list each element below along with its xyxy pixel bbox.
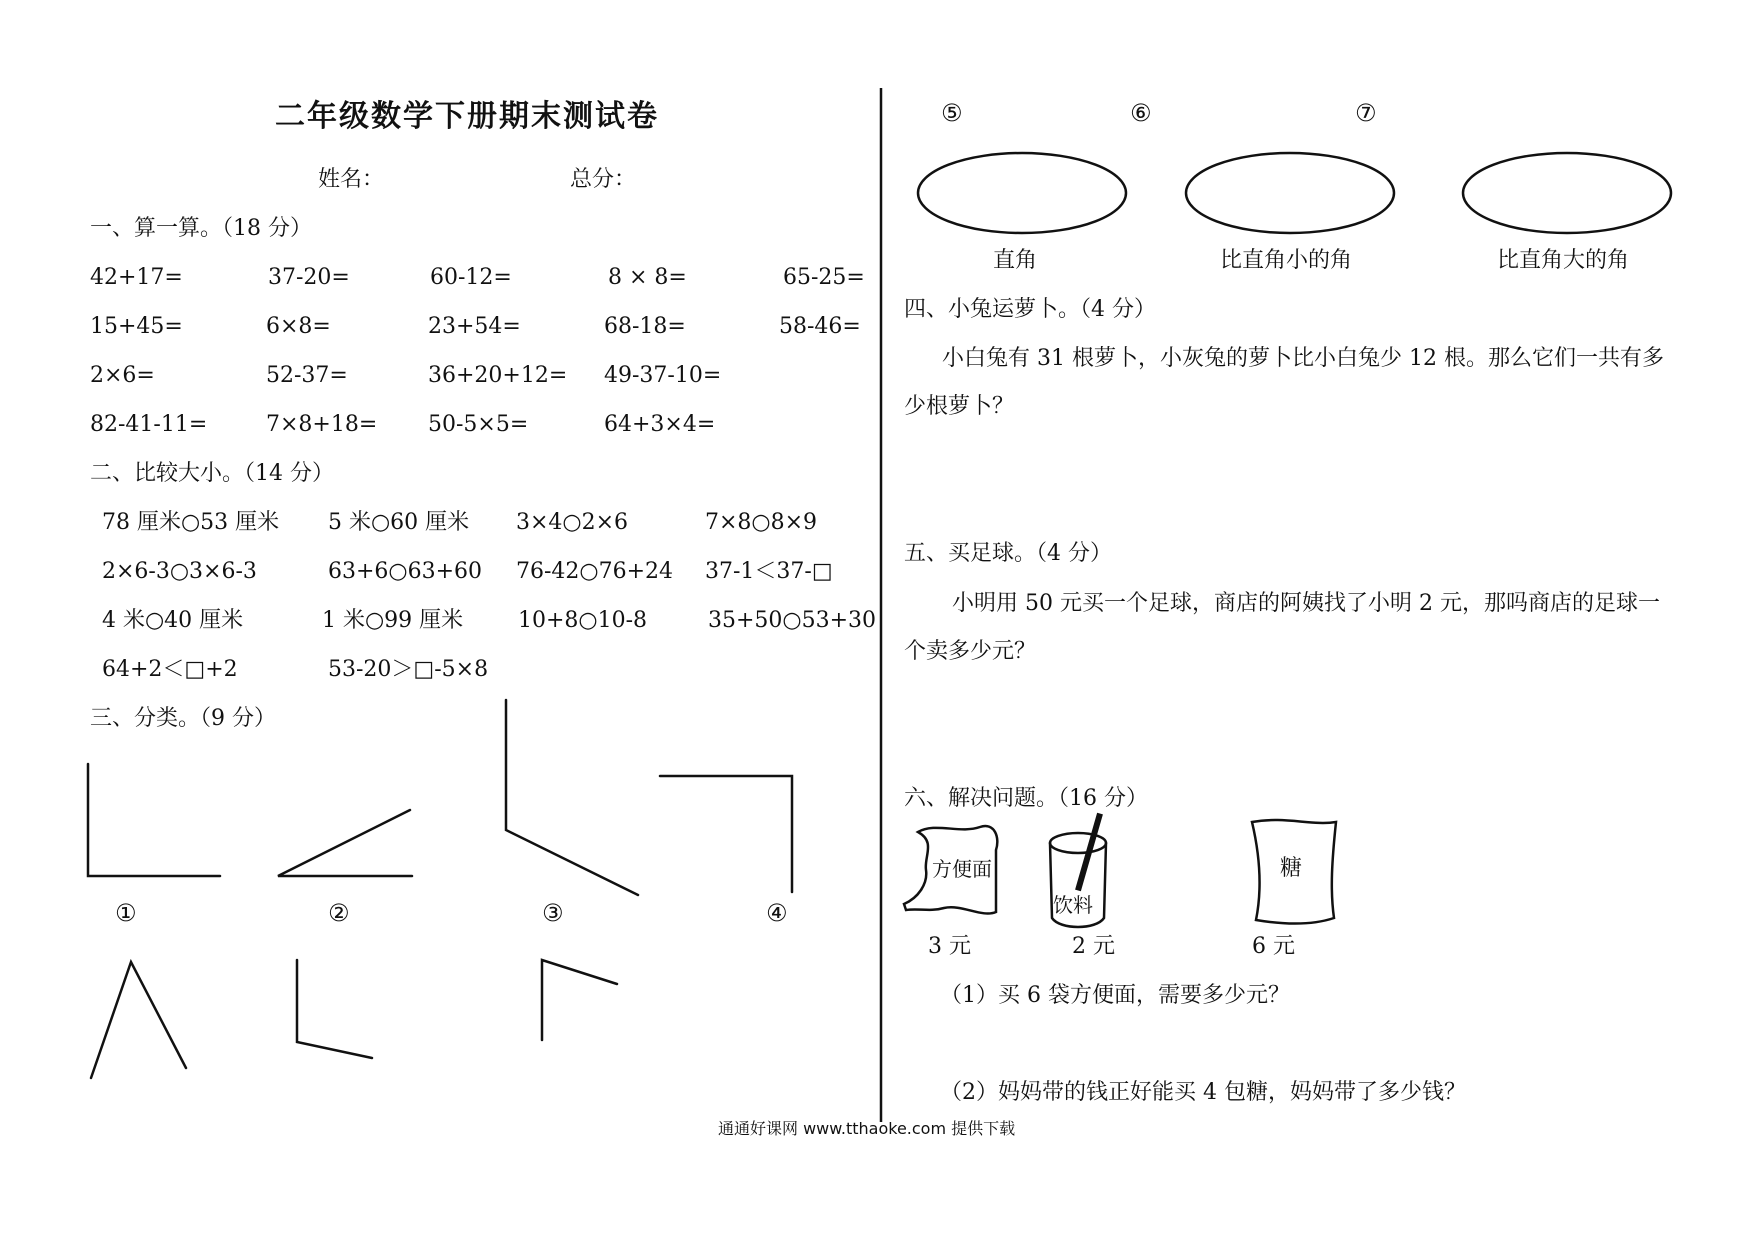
exercise: 82-41-11= — [90, 412, 208, 437]
comparison: 3×4○2×6 — [516, 510, 629, 535]
comparison: 1 米○99 厘米 — [322, 608, 464, 633]
exercise: 7×8+18= — [266, 412, 378, 437]
comparison: 78 厘米○53 厘米 — [102, 510, 280, 535]
name-label: 姓名： — [318, 167, 385, 192]
section4-heading: 四、小兔运萝卜。（4 分） — [904, 297, 1156, 322]
oval-right-angle — [918, 153, 1126, 233]
drink-cup-rim — [1050, 833, 1106, 853]
figure-label-3: ③ — [542, 899, 564, 927]
comparison: 7×8○8×9 — [705, 510, 818, 535]
figure-label-2: ② — [328, 899, 350, 927]
exercise: 8 × 8= — [608, 265, 687, 290]
exercise: 36+20+12= — [428, 363, 568, 388]
exercise: 65-25= — [783, 265, 865, 290]
exercise: 37-20= — [268, 265, 350, 290]
exercise: 52-37= — [266, 363, 348, 388]
figure-label-6: ⑥ — [1130, 99, 1152, 127]
comparison: 5 米○60 厘米 — [328, 510, 470, 535]
exercise: 42+17= — [90, 265, 183, 290]
angle-7-acute — [542, 960, 617, 1040]
drink-label: 饮料 — [1053, 893, 1093, 917]
exercise: 6×8= — [266, 314, 331, 339]
exercise: 50-5×5= — [428, 412, 529, 437]
exercise: 15+45= — [90, 314, 183, 339]
section3-heading: 三、分类。（9 分） — [90, 706, 276, 731]
figure-label-5: ⑤ — [941, 99, 963, 127]
figure-label-7: ⑦ — [1355, 99, 1377, 127]
angle-5-acute — [91, 962, 186, 1078]
candy-label: 糖 — [1280, 856, 1303, 881]
section5-problem: 小明用 50 元买一个足球，商店的阿姨找了小明 2 元，那吗商店的足球一个卖多少元？ — [904, 591, 1660, 664]
comparison: 2×6-3○3×6-3 — [102, 559, 257, 584]
comparison: 64+2＜□+2 — [102, 657, 238, 682]
comparison: 35+50○53+30 — [708, 608, 877, 633]
figure-label-1: ① — [115, 899, 137, 927]
exercise: 49-37-10= — [604, 363, 722, 388]
angle-6-obtuse — [297, 960, 372, 1058]
angle-2-acute — [278, 810, 412, 876]
comparison: 53-20＞□-5×8 — [328, 657, 489, 682]
oval-larger-angle — [1463, 153, 1671, 233]
exercise: 60-12= — [430, 265, 512, 290]
drink-price: 2 元 — [1072, 934, 1115, 959]
exercise: 2×6= — [90, 363, 155, 388]
noodle-label: 方便面 — [932, 857, 992, 881]
section6-heading: 六、解决问题。（16 分） — [904, 786, 1148, 811]
angle-4-right — [660, 776, 792, 892]
exercise: 64+3×4= — [604, 412, 716, 437]
question-2: （2）妈妈带的钱正好能买 4 包糖，妈妈带了多少钱？ — [940, 1080, 1466, 1105]
comparison: 4 米○40 厘米 — [102, 608, 244, 633]
oval-smaller-angle — [1186, 153, 1394, 233]
angle-1-right — [88, 764, 220, 876]
oval-caption-larger-angle: 比直角大的角 — [1497, 248, 1630, 273]
figure-label-4: ④ — [766, 899, 788, 927]
comparison: 37-1＜37-□ — [705, 559, 833, 584]
section4-problem: 小白兔有 31 根萝卜，小灰兔的萝卜比小白兔少 12 根。那么它们一共有多少根萝卜？ — [904, 346, 1664, 419]
footer-text: 通通好课网 www.tthaoke.com 提供下载 — [718, 1119, 1016, 1138]
question-1: （1）买 6 袋方便面，需要多少元？ — [940, 983, 1290, 1008]
exercise: 58-46= — [779, 314, 861, 339]
section2-heading: 二、比较大小。（14 分） — [90, 461, 334, 486]
oval-caption-smaller-angle: 比直角小的角 — [1220, 248, 1353, 273]
oval-caption-right-angle: 直角 — [993, 248, 1038, 273]
comparison: 10+8○10-8 — [518, 608, 648, 633]
angle-3-obtuse — [506, 700, 638, 895]
candy-price: 6 元 — [1252, 934, 1295, 959]
noodle-price: 3 元 — [928, 934, 971, 959]
section1-heading: 一、算一算。（18 分） — [90, 216, 312, 241]
section5-heading: 五、买足球。（4 分） — [904, 541, 1112, 566]
exercise: 68-18= — [604, 314, 686, 339]
comparison: 63+6○63+60 — [328, 559, 483, 584]
page-title: 二年级数学下册期末测试卷 — [275, 99, 659, 134]
score-label: 总分： — [570, 167, 637, 192]
exercise: 23+54= — [428, 314, 521, 339]
comparison: 76-42○76+24 — [516, 559, 674, 584]
